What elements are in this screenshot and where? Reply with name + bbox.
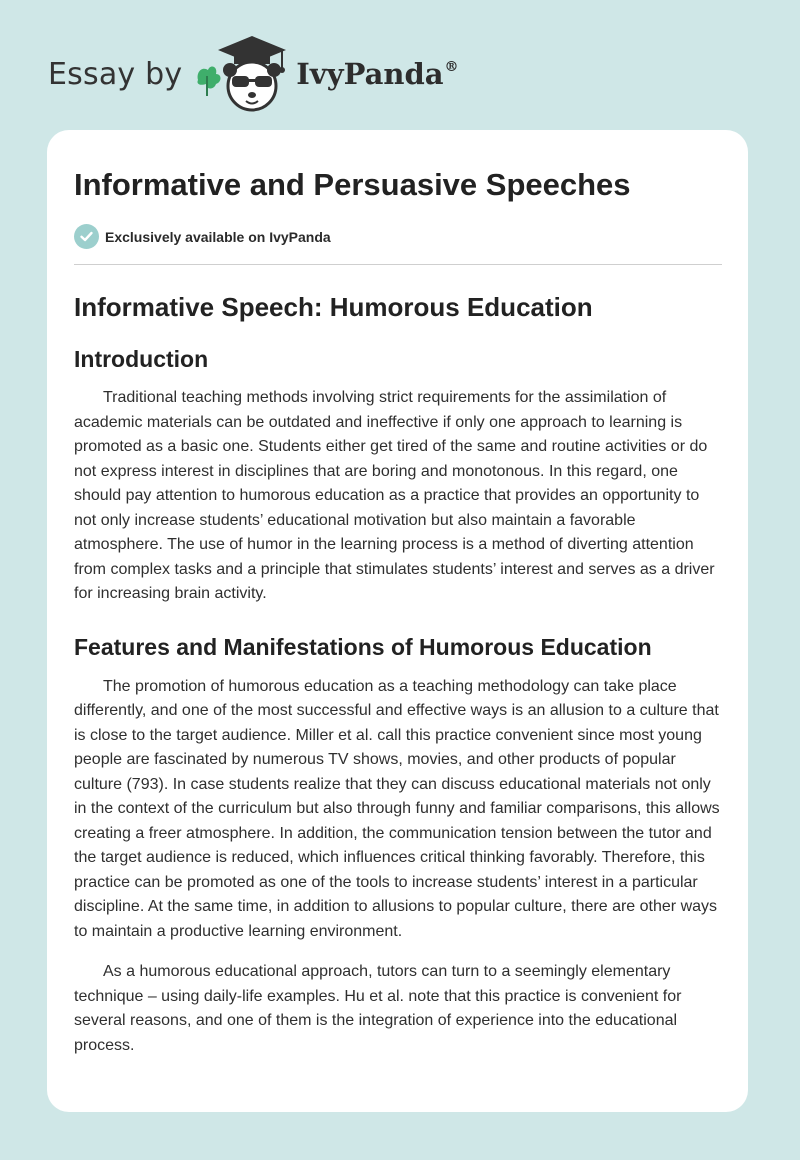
subsection-heading-features: Features and Manifestations of Humorous Education: [74, 633, 652, 660]
subsection-heading-introduction: Introduction: [74, 346, 209, 372]
paragraph-features-2: As a humorous educational approach, tutors can turn to a seemingly elementary technique – using daily-life examples. Hu et al. note that this practice is convenient for several reasons, and one of them is the integration of experience into the educational process.: [74, 963, 682, 1054]
paragraph-introduction: Traditional teaching methods involving strict requirements for the assimilation of academic materials can be outdated and ineffective if only one approach to learning is promoted as a basic one. Students either get tired of the same and routine activities or do not express interest in disciplines that are boring and monotonous. In this regard, one should pay attention to humorous education as a practice that provides an opportunity to not only increase students’ educational motivation but also maintain a favorable atmosphere. The use of humor in the learning process is a method of diverting attention from complex tasks and a principle that stimulates students’ interest and serves as a driver for increasing brain activity.: [74, 389, 715, 602]
essay-title: Informative and Persuasive Speeches: [74, 167, 631, 202]
site-header: [48, 34, 459, 114]
exclusive-badge: [74, 224, 722, 249]
paragraph-features-1: The promotion of humorous education as a teaching methodology can take place differently, and one of the most successful and effective ways is an allusion to a culture that is close to the target audience. Miller et al. call this practice convenient since most young people are fascinated by numerous TV shows, movies, and other products of popular culture (793). In case students realize that they can discuss educational materials not only in the context of the curriculum but also through funny and familiar comparisons, this allows creating a freer atmosphere. In addition, the communication tension between the tutor and the target audience is reduced, which influences critical thinking favorably. Therefore, this practice can be promoted as one of the tools to increase students’ interest in a particular discipline. At the same time, in addition to allusions to popular culture, there are other ways to maintain a productive learning environment.: [74, 677, 720, 940]
essay-card: [47, 130, 748, 1112]
divider: [74, 264, 722, 265]
registered-mark: ®: [444, 59, 459, 75]
exclusive-badge-label: Exclusively available on IvyPanda: [105, 228, 331, 245]
essay-by-label: Essay by: [48, 56, 183, 92]
ivypanda-logo-icon[interactable]: [194, 34, 290, 114]
checkmark-icon: [74, 224, 99, 249]
brand-name[interactable]: IvyPanda®: [296, 57, 459, 91]
section-heading: Informative Speech: Humorous Education: [74, 292, 593, 322]
